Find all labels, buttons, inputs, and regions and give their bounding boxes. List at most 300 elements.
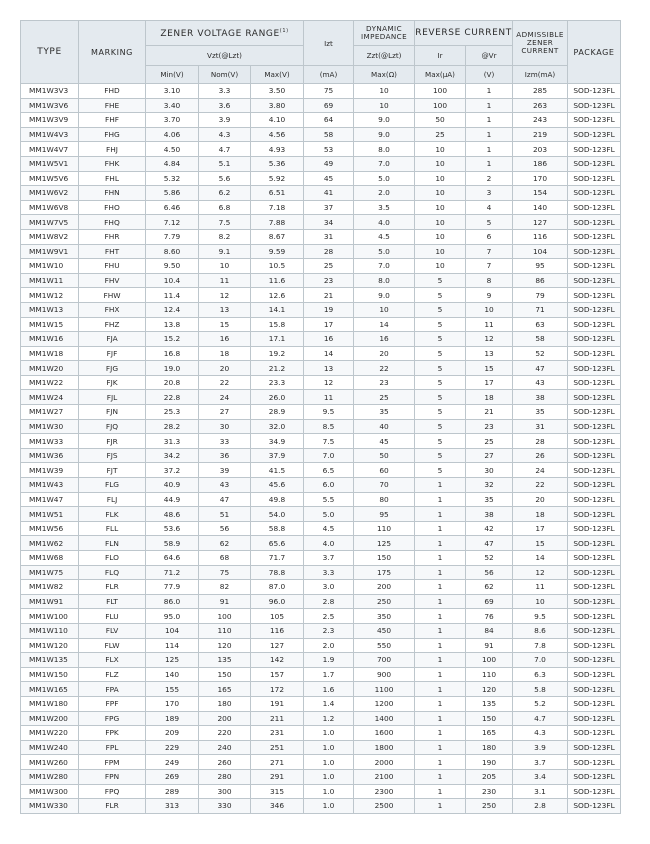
cell-vr: 1 <box>466 127 513 142</box>
cell-zzt-max: 900 <box>354 667 415 682</box>
cell-zzt-max: 4.0 <box>354 215 415 230</box>
cell-izm: 4.7 <box>513 711 568 726</box>
cell-vz-min: 11.4 <box>146 288 199 303</box>
cell-marking: FHV <box>79 273 146 288</box>
cell-vr: 42 <box>466 521 513 536</box>
cell-ir-max: 5 <box>415 405 466 420</box>
cell-type: MM1W4V7 <box>21 142 79 157</box>
cell-vr: 5 <box>466 215 513 230</box>
cell-marking: FHF <box>79 113 146 128</box>
table-row <box>21 171 621 186</box>
zener-range-footnote-ref: (1) <box>279 27 289 34</box>
cell-izm: 31 <box>513 419 568 434</box>
cell-vz-max: 142 <box>251 653 304 668</box>
table-row <box>21 580 621 595</box>
cell-package: SOD-123FL <box>568 346 621 361</box>
cell-ir-max: 1 <box>415 507 466 522</box>
cell-izt: 8.5 <box>304 419 354 434</box>
cell-type: MM1W13 <box>21 302 79 317</box>
reverse-current-header: REVERSE CURRENT <box>415 21 513 46</box>
cell-type: MM1W82 <box>21 580 79 595</box>
cell-zzt-max: 2000 <box>354 755 415 770</box>
cell-vz-max: 10.5 <box>251 259 304 274</box>
cell-zzt-max: 10 <box>354 302 415 317</box>
cell-type: MM1W15 <box>21 317 79 332</box>
cell-vz-min: 3.70 <box>146 113 199 128</box>
cell-ir-max: 5 <box>415 302 466 317</box>
cell-vz-nom: 51 <box>199 507 251 522</box>
cell-zzt-max: 4.5 <box>354 229 415 244</box>
cell-ir-max: 5 <box>415 419 466 434</box>
cell-type: MM1W16 <box>21 332 79 347</box>
cell-izm: 20 <box>513 492 568 507</box>
cell-type: MM1W11 <box>21 273 79 288</box>
cell-vz-max: 17.1 <box>251 332 304 347</box>
table-row <box>21 521 621 536</box>
cell-vz-max: 4.56 <box>251 127 304 142</box>
col-marking-header: MARKING <box>79 21 146 84</box>
cell-vz-min: 44.9 <box>146 492 199 507</box>
cell-marking: FLN <box>79 536 146 551</box>
cell-vr: 6 <box>466 229 513 244</box>
cell-izt: 75 <box>304 84 354 99</box>
cell-zzt-max: 550 <box>354 638 415 653</box>
cell-izt: 2.8 <box>304 594 354 609</box>
cell-izm: 58 <box>513 332 568 347</box>
table-row <box>21 332 621 347</box>
admissible-label: ADMISSIBLE <box>516 30 564 39</box>
cell-marking: FLR <box>79 799 146 814</box>
cell-vz-nom: 220 <box>199 726 251 741</box>
cell-zzt-max: 125 <box>354 536 415 551</box>
cell-marking: FJQ <box>79 419 146 434</box>
cell-izm: 26 <box>513 448 568 463</box>
cell-vz-nom: 150 <box>199 667 251 682</box>
cell-vz-nom: 100 <box>199 609 251 624</box>
cell-vz-max: 58.8 <box>251 521 304 536</box>
cell-izm: 104 <box>513 244 568 259</box>
cell-vz-nom: 16 <box>199 332 251 347</box>
cell-type: MM1W200 <box>21 711 79 726</box>
cell-ir-max: 10 <box>415 186 466 201</box>
cell-izt: 1.0 <box>304 726 354 741</box>
cell-package: SOD-123FL <box>568 536 621 551</box>
cell-izm: 116 <box>513 229 568 244</box>
cell-package: SOD-123FL <box>568 507 621 522</box>
cell-ir-max: 1 <box>415 740 466 755</box>
cell-vz-min: 170 <box>146 696 199 711</box>
cell-vz-nom: 6.2 <box>199 186 251 201</box>
cell-zzt-max: 10 <box>354 84 415 99</box>
cell-package: SOD-123FL <box>568 653 621 668</box>
cell-izm: 52 <box>513 346 568 361</box>
cell-izm: 3.9 <box>513 740 568 755</box>
cell-zzt-max: 80 <box>354 492 415 507</box>
cell-zzt-max: 95 <box>354 507 415 522</box>
cell-izm: 17 <box>513 521 568 536</box>
cell-vz-min: 71.2 <box>146 565 199 580</box>
cell-type: MM1W6V2 <box>21 186 79 201</box>
cell-vz-nom: 39 <box>199 463 251 478</box>
cell-package: SOD-123FL <box>568 799 621 814</box>
cell-zzt-max: 2100 <box>354 769 415 784</box>
cell-marking: FHJ <box>79 142 146 157</box>
cell-vr: 10 <box>466 302 513 317</box>
cell-vz-max: 3.80 <box>251 98 304 113</box>
table-row <box>21 623 621 638</box>
cell-marking: FHG <box>79 127 146 142</box>
cell-zzt-max: 9.0 <box>354 288 415 303</box>
cell-marking: FHT <box>79 244 146 259</box>
cell-zzt-max: 25 <box>354 390 415 405</box>
cell-vz-nom: 12 <box>199 288 251 303</box>
cell-vz-min: 15.2 <box>146 332 199 347</box>
cell-izt: 1.2 <box>304 711 354 726</box>
cell-zzt-max: 200 <box>354 580 415 595</box>
cell-izt: 5.5 <box>304 492 354 507</box>
cell-izt: 28 <box>304 244 354 259</box>
cell-marking: FLZ <box>79 667 146 682</box>
cell-vz-min: 6.46 <box>146 200 199 215</box>
cell-vz-nom: 5.6 <box>199 171 251 186</box>
cell-package: SOD-123FL <box>568 565 621 580</box>
cell-vz-max: 87.0 <box>251 580 304 595</box>
cell-ir-max: 1 <box>415 784 466 799</box>
cell-vz-nom: 27 <box>199 405 251 420</box>
cell-vr: 17 <box>466 375 513 390</box>
table-header <box>21 21 621 84</box>
cell-package: SOD-123FL <box>568 638 621 653</box>
cell-package: SOD-123FL <box>568 667 621 682</box>
table-row <box>21 98 621 113</box>
cell-vr: 120 <box>466 682 513 697</box>
cell-type: MM1W4V3 <box>21 127 79 142</box>
cell-ir-max: 1 <box>415 492 466 507</box>
cell-vz-max: 191 <box>251 696 304 711</box>
table-row <box>21 375 621 390</box>
cell-vz-min: 125 <box>146 653 199 668</box>
table-row <box>21 784 621 799</box>
cell-ir-max: 5 <box>415 375 466 390</box>
cell-izt: 64 <box>304 113 354 128</box>
cell-vr: 47 <box>466 536 513 551</box>
cell-marking: FLU <box>79 609 146 624</box>
cell-vr: 15 <box>466 361 513 376</box>
cell-ir-max: 1 <box>415 521 466 536</box>
table-row <box>21 113 621 128</box>
cell-ir-max: 25 <box>415 127 466 142</box>
cell-package: SOD-123FL <box>568 769 621 784</box>
cell-vz-max: 32.0 <box>251 419 304 434</box>
cell-vr: 11 <box>466 317 513 332</box>
cell-vz-min: 9.50 <box>146 259 199 274</box>
cell-izt: 1.9 <box>304 653 354 668</box>
cell-izt: 37 <box>304 200 354 215</box>
cell-ir-max: 5 <box>415 317 466 332</box>
cell-izt: 69 <box>304 98 354 113</box>
cell-zzt-max: 7.0 <box>354 259 415 274</box>
cell-package: SOD-123FL <box>568 755 621 770</box>
cell-vr: 13 <box>466 346 513 361</box>
cell-izt: 21 <box>304 288 354 303</box>
cell-vr: 165 <box>466 726 513 741</box>
cell-package: SOD-123FL <box>568 521 621 536</box>
cell-package: SOD-123FL <box>568 740 621 755</box>
cell-vz-min: 31.3 <box>146 434 199 449</box>
cell-vz-max: 5.36 <box>251 156 304 171</box>
cell-marking: FHL <box>79 171 146 186</box>
cell-izt: 53 <box>304 142 354 157</box>
cell-zzt-max: 9.0 <box>354 127 415 142</box>
cell-package: SOD-123FL <box>568 288 621 303</box>
cell-vz-min: 209 <box>146 726 199 741</box>
cell-vr: 205 <box>466 769 513 784</box>
cell-type: MM1W22 <box>21 375 79 390</box>
cell-ir-max: 5 <box>415 361 466 376</box>
cell-izt: 4.5 <box>304 521 354 536</box>
cell-marking: FLR <box>79 580 146 595</box>
cell-type: MM1W330 <box>21 799 79 814</box>
cell-izm: 219 <box>513 127 568 142</box>
cell-zzt-max: 8.0 <box>354 142 415 157</box>
cell-vz-nom: 3.6 <box>199 98 251 113</box>
zener-specs-table <box>20 20 621 814</box>
table-row <box>21 419 621 434</box>
cell-izt: 14 <box>304 346 354 361</box>
col-max-header: Max(V) <box>251 66 304 84</box>
cell-marking: FJF <box>79 346 146 361</box>
cell-package: SOD-123FL <box>568 375 621 390</box>
cell-package: SOD-123FL <box>568 682 621 697</box>
table-row <box>21 492 621 507</box>
cell-type: MM1W18 <box>21 346 79 361</box>
cell-izm: 8.6 <box>513 623 568 638</box>
cell-ir-max: 1 <box>415 667 466 682</box>
col-min-header: Min(V) <box>146 66 199 84</box>
cell-zzt-max: 40 <box>354 419 415 434</box>
cell-vz-min: 289 <box>146 784 199 799</box>
cell-ir-max: 5 <box>415 448 466 463</box>
cell-vr: 52 <box>466 551 513 566</box>
cell-izm: 170 <box>513 171 568 186</box>
cell-vz-max: 37.9 <box>251 448 304 463</box>
table-row <box>21 142 621 157</box>
cell-type: MM1W36 <box>21 448 79 463</box>
cell-vz-min: 7.12 <box>146 215 199 230</box>
cell-ir-max: 10 <box>415 142 466 157</box>
cell-marking: FHW <box>79 288 146 303</box>
cell-izt: 1.7 <box>304 667 354 682</box>
cell-vz-max: 23.3 <box>251 375 304 390</box>
cell-vr: 27 <box>466 448 513 463</box>
table-row <box>21 653 621 668</box>
cell-vz-nom: 20 <box>199 361 251 376</box>
cell-izt: 7.0 <box>304 448 354 463</box>
cell-ir-max: 1 <box>415 799 466 814</box>
cell-zzt-max: 35 <box>354 405 415 420</box>
cell-vz-max: 251 <box>251 740 304 755</box>
cell-izt: 19 <box>304 302 354 317</box>
cell-vz-min: 34.2 <box>146 448 199 463</box>
cell-vz-nom: 6.8 <box>199 200 251 215</box>
cell-vz-min: 40.9 <box>146 478 199 493</box>
cell-marking: FHK <box>79 156 146 171</box>
cell-vz-nom: 47 <box>199 492 251 507</box>
cell-type: MM1W68 <box>21 551 79 566</box>
cell-vz-max: 211 <box>251 711 304 726</box>
cell-vz-nom: 200 <box>199 711 251 726</box>
cell-zzt-max: 5.0 <box>354 244 415 259</box>
table-row <box>21 84 621 99</box>
cell-package: SOD-123FL <box>568 405 621 420</box>
col-nom-header: Nom(V) <box>199 66 251 84</box>
cell-marking: FHO <box>79 200 146 215</box>
cell-zzt-max: 1200 <box>354 696 415 711</box>
table-row <box>21 799 621 814</box>
cell-izm: 10 <box>513 594 568 609</box>
cell-type: MM1W62 <box>21 536 79 551</box>
cell-type: MM1W10 <box>21 259 79 274</box>
cell-izm: 14 <box>513 551 568 566</box>
cell-vz-max: 172 <box>251 682 304 697</box>
cell-type: MM1W220 <box>21 726 79 741</box>
cell-vz-nom: 15 <box>199 317 251 332</box>
cell-vz-min: 5.32 <box>146 171 199 186</box>
cell-marking: FJN <box>79 405 146 420</box>
cell-izm: 11 <box>513 580 568 595</box>
cell-vz-nom: 9.1 <box>199 244 251 259</box>
cell-vz-max: 8.67 <box>251 229 304 244</box>
cell-vr: 12 <box>466 332 513 347</box>
cell-izt: 49 <box>304 156 354 171</box>
cell-izt: 1.6 <box>304 682 354 697</box>
cell-marking: FHU <box>79 259 146 274</box>
cell-ir-max: 10 <box>415 259 466 274</box>
cell-ir-max: 1 <box>415 653 466 668</box>
cell-vz-max: 5.92 <box>251 171 304 186</box>
cell-marking: FPK <box>79 726 146 741</box>
cell-vz-nom: 36 <box>199 448 251 463</box>
cell-vz-max: 71.7 <box>251 551 304 566</box>
cell-izm: 47 <box>513 361 568 376</box>
cell-izm: 7.0 <box>513 653 568 668</box>
current-label: CURRENT <box>521 46 559 55</box>
cell-vz-min: 13.8 <box>146 317 199 332</box>
cell-vz-min: 19.0 <box>146 361 199 376</box>
cell-vz-min: 229 <box>146 740 199 755</box>
cell-vz-min: 269 <box>146 769 199 784</box>
cell-type: MM1W91 <box>21 594 79 609</box>
cell-ir-max: 1 <box>415 609 466 624</box>
cell-izt: 11 <box>304 390 354 405</box>
cell-vz-min: 4.06 <box>146 127 199 142</box>
cell-marking: FJA <box>79 332 146 347</box>
cell-type: MM1W30 <box>21 419 79 434</box>
cell-izt: 6.5 <box>304 463 354 478</box>
cell-zzt-max: 450 <box>354 623 415 638</box>
cell-izt: 41 <box>304 186 354 201</box>
cell-izm: 4.3 <box>513 726 568 741</box>
cell-vr: 1 <box>466 113 513 128</box>
cell-vr: 76 <box>466 609 513 624</box>
cell-vz-nom: 4.7 <box>199 142 251 157</box>
cell-marking: FPF <box>79 696 146 711</box>
cell-marking: FPA <box>79 682 146 697</box>
table-row <box>21 405 621 420</box>
cell-vz-min: 95.0 <box>146 609 199 624</box>
cell-type: MM1W240 <box>21 740 79 755</box>
table-row <box>21 361 621 376</box>
cell-zzt-max: 110 <box>354 521 415 536</box>
cell-type: MM1W47 <box>21 492 79 507</box>
cell-vz-nom: 165 <box>199 682 251 697</box>
cell-package: SOD-123FL <box>568 726 621 741</box>
cell-vr: 32 <box>466 478 513 493</box>
cell-izt: 16 <box>304 332 354 347</box>
cell-vr: 91 <box>466 638 513 653</box>
cell-package: SOD-123FL <box>568 623 621 638</box>
cell-izt: 7.5 <box>304 434 354 449</box>
cell-ir-max: 1 <box>415 696 466 711</box>
cell-vz-max: 231 <box>251 726 304 741</box>
table-row <box>21 740 621 755</box>
cell-izm: 28 <box>513 434 568 449</box>
cell-package: SOD-123FL <box>568 200 621 215</box>
cell-vz-max: 21.2 <box>251 361 304 376</box>
cell-ir-max: 10 <box>415 244 466 259</box>
cell-izm: 7.8 <box>513 638 568 653</box>
cell-package: SOD-123FL <box>568 127 621 142</box>
cell-package: SOD-123FL <box>568 186 621 201</box>
cell-izt: 9.5 <box>304 405 354 420</box>
cell-marking: FJK <box>79 375 146 390</box>
col-izt-header: Izt <box>304 21 354 66</box>
cell-vr: 250 <box>466 799 513 814</box>
cell-zzt-max: 175 <box>354 565 415 580</box>
cell-izt: 34 <box>304 215 354 230</box>
zener-label: ZENER <box>526 38 554 47</box>
cell-vr: 8 <box>466 273 513 288</box>
cell-zzt-max: 700 <box>354 653 415 668</box>
cell-vr: 21 <box>466 405 513 420</box>
table-row <box>21 346 621 361</box>
table-row <box>21 186 621 201</box>
cell-vz-nom: 13 <box>199 302 251 317</box>
cell-marking: FPG <box>79 711 146 726</box>
cell-izt: 58 <box>304 127 354 142</box>
cell-izt: 5.0 <box>304 507 354 522</box>
cell-package: SOD-123FL <box>568 696 621 711</box>
cell-zzt-max: 10 <box>354 98 415 113</box>
cell-vz-max: 12.6 <box>251 288 304 303</box>
dynamic-label: DYNAMIC <box>366 24 402 33</box>
cell-zzt-max: 250 <box>354 594 415 609</box>
cell-marking: FHN <box>79 186 146 201</box>
cell-ir-max: 1 <box>415 536 466 551</box>
table-row <box>21 478 621 493</box>
cell-izt: 2.0 <box>304 638 354 653</box>
cell-vr: 84 <box>466 623 513 638</box>
cell-marking: FJG <box>79 361 146 376</box>
table-row <box>21 259 621 274</box>
cell-izt: 2.3 <box>304 623 354 638</box>
cell-vr: 18 <box>466 390 513 405</box>
cell-vr: 35 <box>466 492 513 507</box>
cell-package: SOD-123FL <box>568 492 621 507</box>
cell-vz-nom: 110 <box>199 623 251 638</box>
cell-zzt-max: 7.0 <box>354 156 415 171</box>
cell-zzt-max: 8.0 <box>354 273 415 288</box>
